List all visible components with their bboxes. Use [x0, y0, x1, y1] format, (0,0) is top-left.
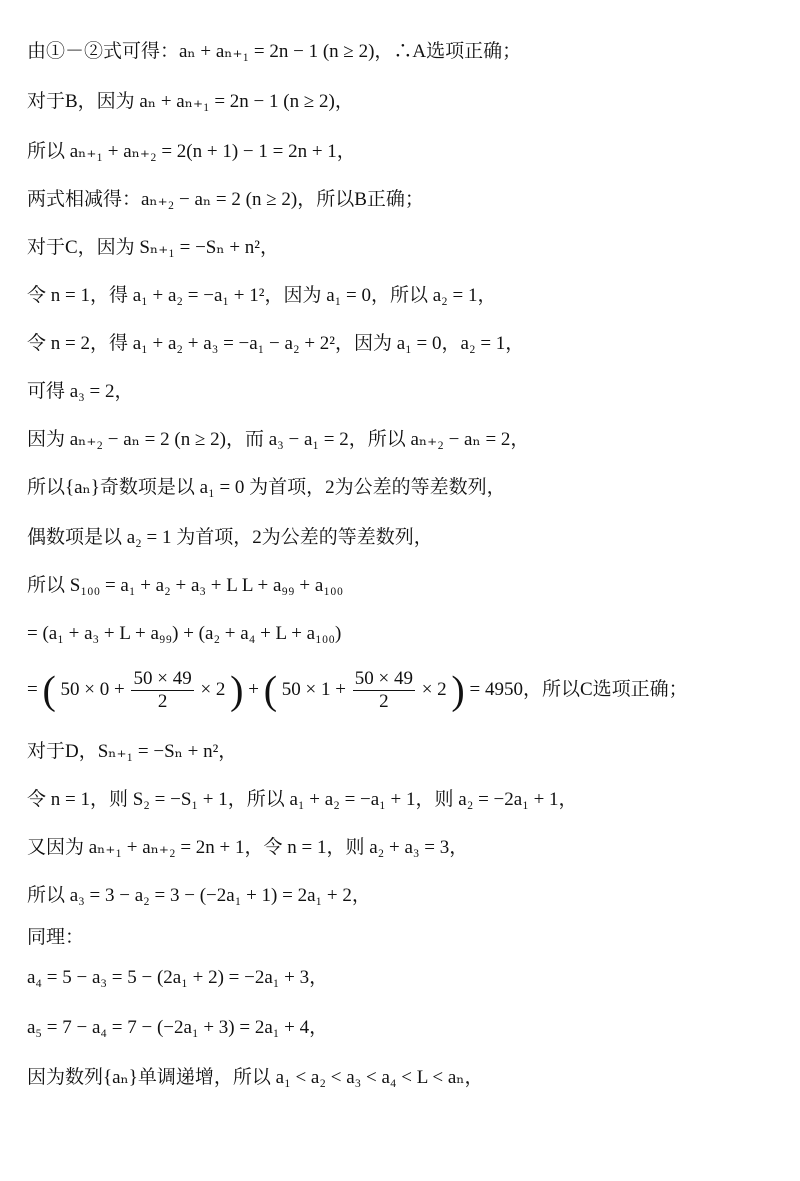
line-3: 所以 aₙ₊₁ + aₙ₊₂ = 2(n + 1) − 1 = 2n + 1， [27, 141, 356, 162]
fraction-line [27, 668, 688, 713]
line-8: 可得 a₃ = 2， [27, 381, 134, 402]
line-15: 对于D，Sₙ₊₁ = −Sₙ + n²， [27, 741, 238, 762]
fraction-1-denominator: 2 [157, 691, 168, 713]
line-2: 对于B，因为 aₙ + aₙ₊₁ = 2n − 1 (n ≥ 2)， [27, 91, 354, 112]
line-1: 由①－②式可得：aₙ + aₙ₊₁ = 2n − 1 (n ≥ 2)，∴A选项正确； [27, 41, 522, 62]
fraction-lead: = [27, 679, 38, 700]
term1-post: × 2 [200, 679, 226, 700]
open-paren-2: ( [263, 667, 278, 713]
fraction-1 [131, 668, 193, 713]
line-11: 偶数项是以 a₂ = 1 为首项，2为公差的等差数列， [27, 527, 433, 548]
fraction-1-numerator: 50 × 49 [133, 668, 192, 690]
line-12: 所以 S₁₀₀ = a₁ + a₂ + a₃ + L L + a₉₉ + a₁₀₀ [27, 575, 344, 596]
line-6: 令 n = 1，得 a₁ + a₂ = −a₁ + 1²，因为 a₁ = 0，所以 a₂ = 1， [27, 285, 497, 306]
term1-pre: 50 × 0 + [60, 679, 125, 700]
fraction-result: = 4950，所以C选项正确； [469, 679, 688, 700]
fraction-2-numerator: 50 × 49 [354, 668, 413, 690]
open-paren-1: ( [42, 667, 56, 713]
line-20: a₄ = 5 − a₃ = 5 − (2a₁ + 2) = −2a₁ + 3， [27, 967, 329, 988]
plus-sign: + [248, 679, 259, 700]
close-paren-1: ) [230, 667, 244, 713]
fraction-2 [353, 668, 415, 713]
line-17: 又因为 aₙ₊₁ + aₙ₊₂ = 2n + 1，令 n = 1，则 a₂ + a₃ = 3， [27, 837, 469, 858]
term2-pre: 50 × 1 + [281, 679, 346, 700]
line-5: 对于C，因为 Sₙ₊₁ = −Sₙ + n²， [27, 237, 279, 258]
line-7: 令 n = 2，得 a₁ + a₂ + a₃ = −a₁ − a₂ + 2²，因为 a₁ = 0，a₂ = 1， [27, 333, 525, 354]
line-16: 令 n = 1，则 S₂ = −S₁ + 1，所以 a₁ + a₂ = −a₁ + 1，则 a₂ = −2a₁ + 1， [27, 789, 578, 810]
line-10: 所以{aₙ}奇数项是以 a₁ = 0 为首项，2为公差的等差数列， [27, 477, 506, 498]
line-9: 因为 aₙ₊₂ − aₙ = 2 (n ≥ 2)，而 a₃ − a₁ = 2，所以 aₙ₊₂ − aₙ = 2， [27, 429, 530, 450]
fraction-2-denominator: 2 [379, 691, 389, 713]
line-13: = (a₁ + a₃ + L + a₉₉) + (a₂ + a₄ + L + a₁₀₀) [27, 623, 342, 644]
close-paren-2: ) [451, 667, 465, 713]
line-19: 同理： [27, 927, 85, 948]
term2-post: × 2 [421, 679, 447, 700]
line-22: 因为数列{aₙ}单调递增，所以 a₁ < a₂ < a₃ < a₄ < L < aₙ， [27, 1067, 484, 1088]
line-4: 两式相减得：aₙ₊₂ − aₙ = 2 (n ≥ 2)，所以B正确； [27, 189, 424, 210]
line-21: a₅ = 7 − a₄ = 7 − (−2a₁ + 3) = 2a₁ + 4， [27, 1017, 329, 1038]
line-18: 所以 a₃ = 3 − a₂ = 3 − (−2a₁ + 1) = 2a₁ + 2， [27, 885, 371, 906]
